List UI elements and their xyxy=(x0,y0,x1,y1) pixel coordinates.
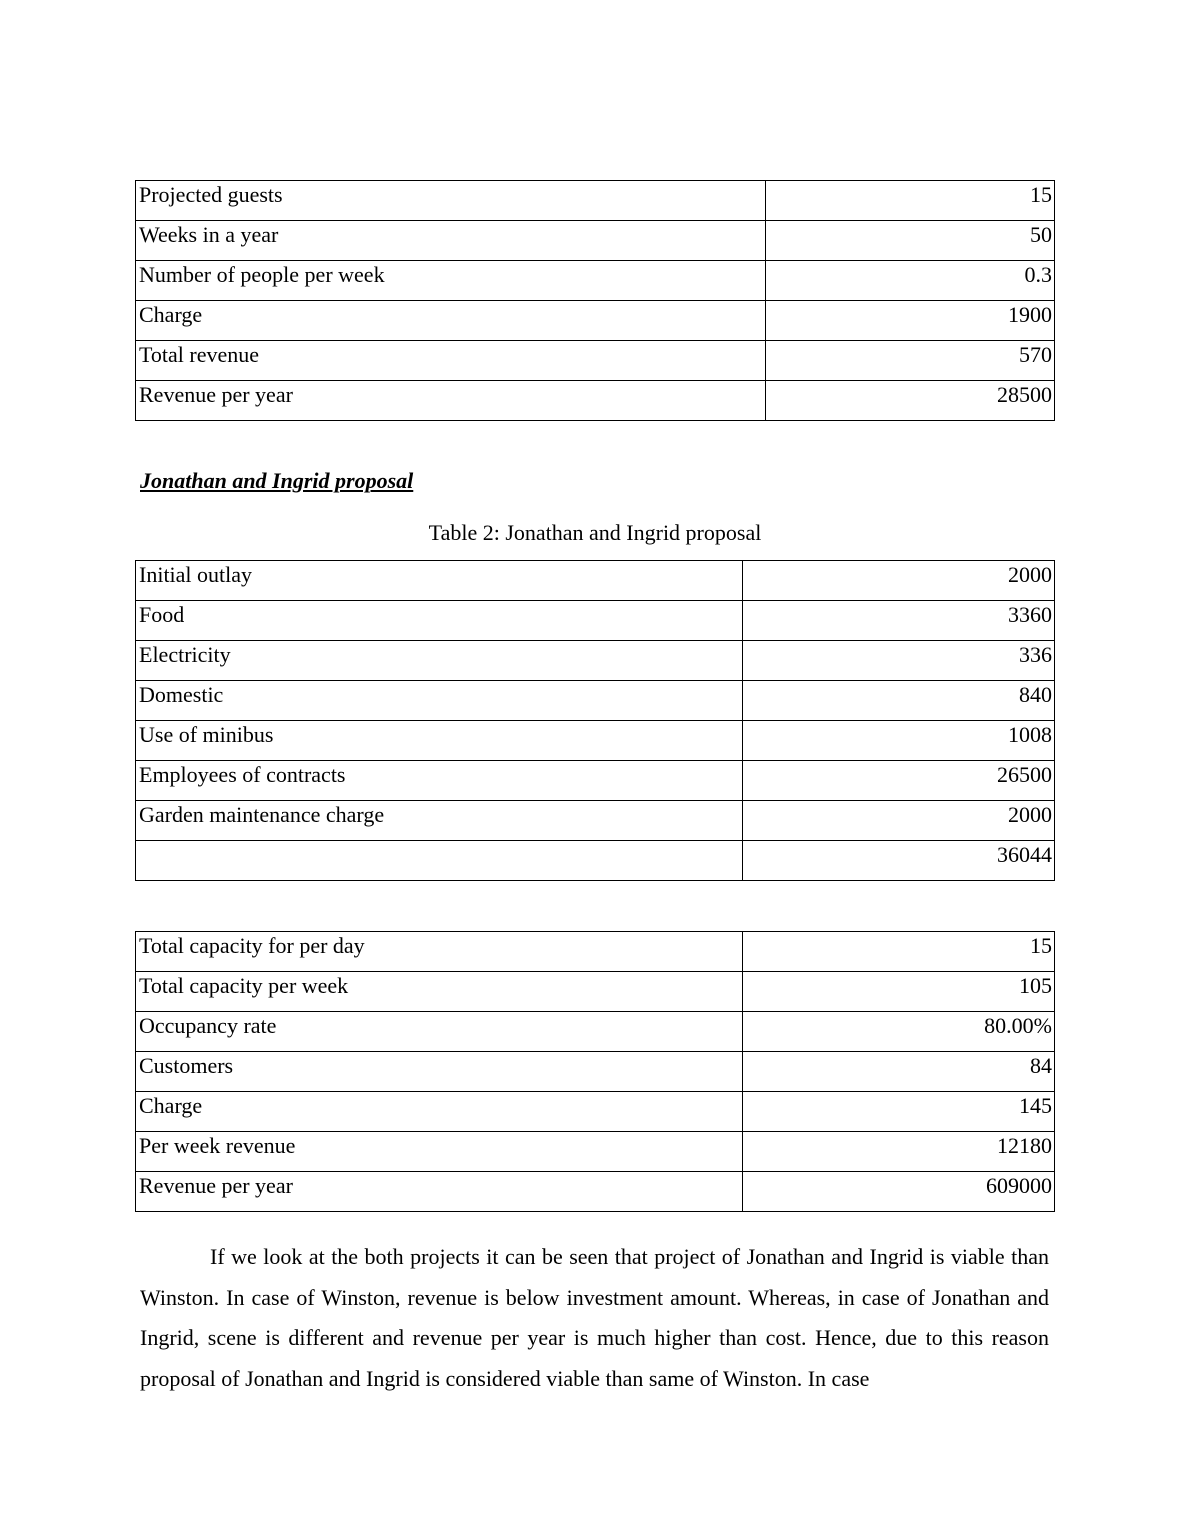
row-label: Occupancy rate xyxy=(136,1012,743,1052)
row-value: 1008 xyxy=(743,721,1055,761)
capacity-revenue-table xyxy=(135,931,1055,1212)
section-heading: Jonathan and Ingrid proposal xyxy=(140,468,414,493)
row-value: 840 xyxy=(743,681,1055,721)
row-label: Total revenue xyxy=(136,341,766,381)
conclusion-paragraph: If we look at the both projects it can be seen that project of Jonathan and Ingrid is viable than Winston. In case of Winston, revenue is below investment amount. Whereas, in case of Jonathan and Ingrid, scene is different and revenue per year is much higher than cost. Hence, due to this reason proposal of Jonathan and Ingrid is considered viable than same of Winston. In case xyxy=(140,1244,1049,1391)
row-label: Per week revenue xyxy=(136,1132,743,1172)
table-row xyxy=(136,932,1055,972)
table-row xyxy=(136,1052,1055,1092)
row-label: Initial outlay xyxy=(136,561,743,601)
row-value: 28500 xyxy=(766,381,1055,421)
row-label: Electricity xyxy=(136,641,743,681)
table-row xyxy=(136,1172,1055,1212)
table-row xyxy=(136,801,1055,841)
table-row xyxy=(136,181,1055,221)
row-value: 26500 xyxy=(743,761,1055,801)
row-label: Use of minibus xyxy=(136,721,743,761)
row-label: Total capacity per week xyxy=(136,972,743,1012)
row-value: 84 xyxy=(743,1052,1055,1092)
table-row xyxy=(136,761,1055,801)
table-row xyxy=(136,681,1055,721)
row-value: 105 xyxy=(743,972,1055,1012)
row-value: 2000 xyxy=(743,561,1055,601)
total-row xyxy=(136,841,1055,881)
row-value: 2000 xyxy=(743,801,1055,841)
row-value: 15 xyxy=(743,932,1055,972)
row-value: 80.00% xyxy=(743,1012,1055,1052)
row-label: Number of people per week xyxy=(136,261,766,301)
table-row xyxy=(136,1092,1055,1132)
row-label: Total capacity for per day xyxy=(136,932,743,972)
row-label: Weeks in a year xyxy=(136,221,766,261)
row-value: 336 xyxy=(743,641,1055,681)
table-row xyxy=(136,641,1055,681)
row-label: Charge xyxy=(136,301,766,341)
row-value: 145 xyxy=(743,1092,1055,1132)
row-value: 1900 xyxy=(766,301,1055,341)
table-row xyxy=(136,221,1055,261)
row-label: Employees of contracts xyxy=(136,761,743,801)
table-row xyxy=(136,721,1055,761)
table-caption: Table 2: Jonathan and Ingrid proposal xyxy=(428,520,762,545)
table-row xyxy=(136,1012,1055,1052)
row-label: Revenue per year xyxy=(136,381,766,421)
row-value: 570 xyxy=(766,341,1055,381)
table-row xyxy=(136,1132,1055,1172)
cost-table xyxy=(135,560,1055,881)
table-row xyxy=(136,561,1055,601)
row-value: 3360 xyxy=(743,601,1055,641)
row-label: Food xyxy=(136,601,743,641)
row-value: 609000 xyxy=(743,1172,1055,1212)
table-row xyxy=(136,381,1055,421)
row-value: 12180 xyxy=(743,1132,1055,1172)
table-row xyxy=(136,301,1055,341)
row-value: 0.3 xyxy=(766,261,1055,301)
total-value: 36044 xyxy=(743,841,1055,881)
guest-revenue-table xyxy=(135,180,1055,421)
table-row xyxy=(136,601,1055,641)
row-value: 50 xyxy=(766,221,1055,261)
row-label xyxy=(136,841,743,881)
row-label: Projected guests xyxy=(136,181,766,221)
row-label: Revenue per year xyxy=(136,1172,743,1212)
table-row xyxy=(136,341,1055,381)
row-label: Customers xyxy=(136,1052,743,1092)
table-row xyxy=(136,972,1055,1012)
table-row xyxy=(136,261,1055,301)
row-label: Domestic xyxy=(136,681,743,721)
row-label: Garden maintenance charge xyxy=(136,801,743,841)
row-label: Charge xyxy=(136,1092,743,1132)
row-value: 15 xyxy=(766,181,1055,221)
